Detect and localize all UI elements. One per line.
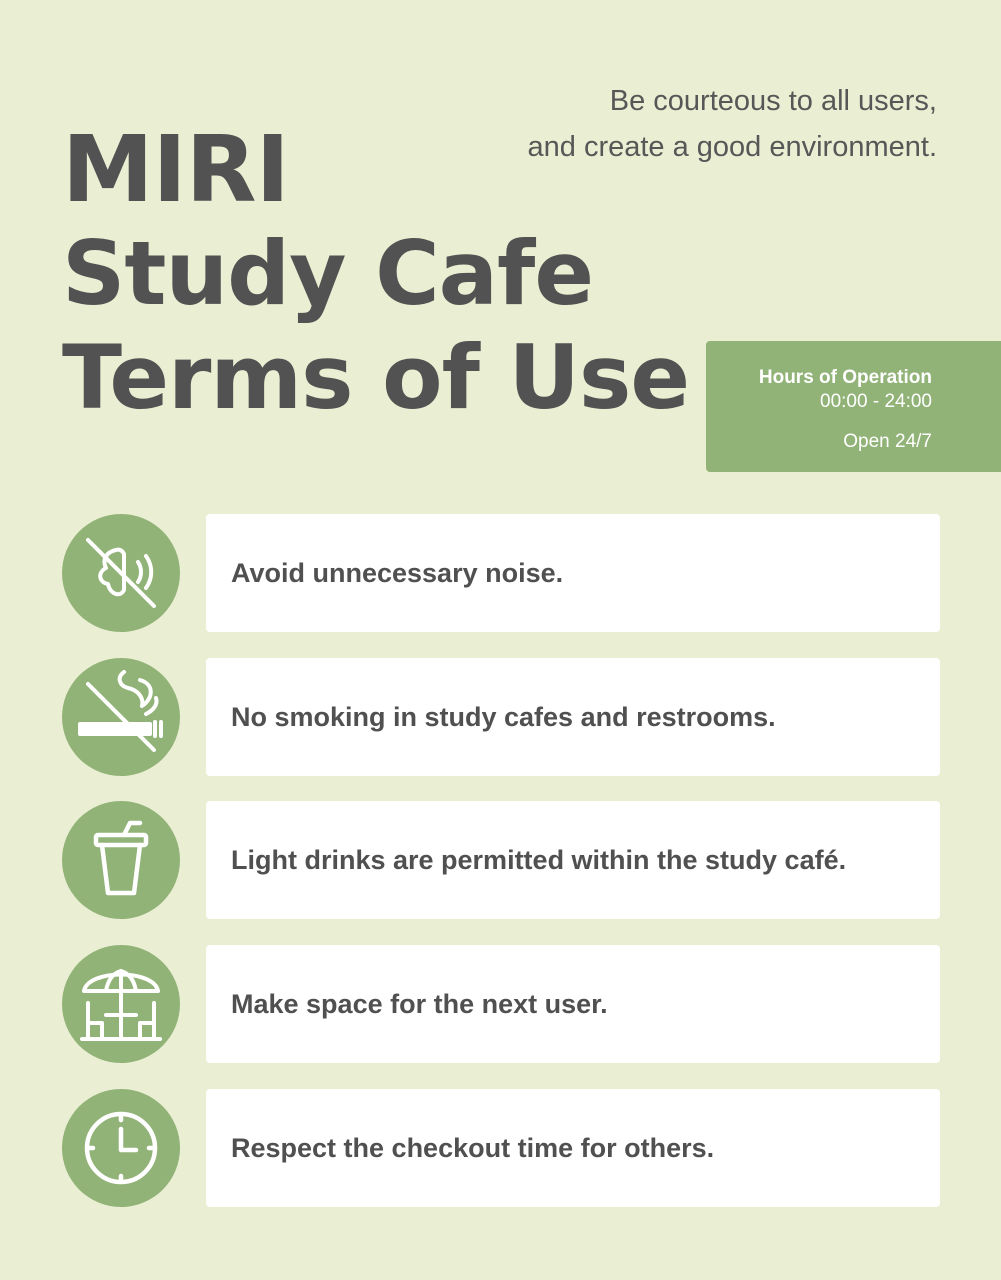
rule-row bbox=[62, 658, 940, 776]
rule-card bbox=[206, 514, 940, 632]
page-title bbox=[62, 118, 689, 430]
rule-row bbox=[62, 945, 940, 1063]
hours-time: 00:00 - 24:00 bbox=[820, 391, 932, 412]
subtitle-line-2: and create a good environment. bbox=[527, 131, 937, 163]
subtitle-line-1: Be courteous to all users, bbox=[609, 85, 937, 117]
rule-card bbox=[206, 658, 940, 776]
rule-card bbox=[206, 1089, 940, 1207]
rule-row bbox=[62, 1089, 940, 1207]
no-smoking-icon bbox=[62, 658, 180, 776]
rule-row bbox=[62, 514, 940, 632]
hours-box bbox=[706, 341, 1001, 472]
drink-cup-icon bbox=[62, 801, 180, 919]
title-line-1: MIRI bbox=[62, 116, 289, 223]
rule-row bbox=[62, 801, 940, 919]
cafe-table-icon bbox=[62, 945, 180, 1063]
clock-icon bbox=[62, 1089, 180, 1207]
rule-text: Light drinks are permitted within the study café. bbox=[231, 845, 847, 875]
rule-text: Avoid unnecessary noise. bbox=[231, 558, 564, 588]
rule-text: Respect the checkout time for others. bbox=[231, 1133, 715, 1163]
title-line-3: Terms of Use bbox=[62, 326, 690, 429]
hours-label: Hours of Operation bbox=[758, 367, 932, 388]
title-line-2: Study Cafe bbox=[62, 222, 594, 325]
rule-text: No smoking in study cafes and restrooms. bbox=[231, 702, 776, 732]
rule-text: Make space for the next user. bbox=[231, 989, 608, 1019]
hours-open: Open 24/7 bbox=[843, 431, 932, 452]
no-noise-icon bbox=[62, 514, 180, 632]
rule-card bbox=[206, 801, 940, 919]
rule-card bbox=[206, 945, 940, 1063]
